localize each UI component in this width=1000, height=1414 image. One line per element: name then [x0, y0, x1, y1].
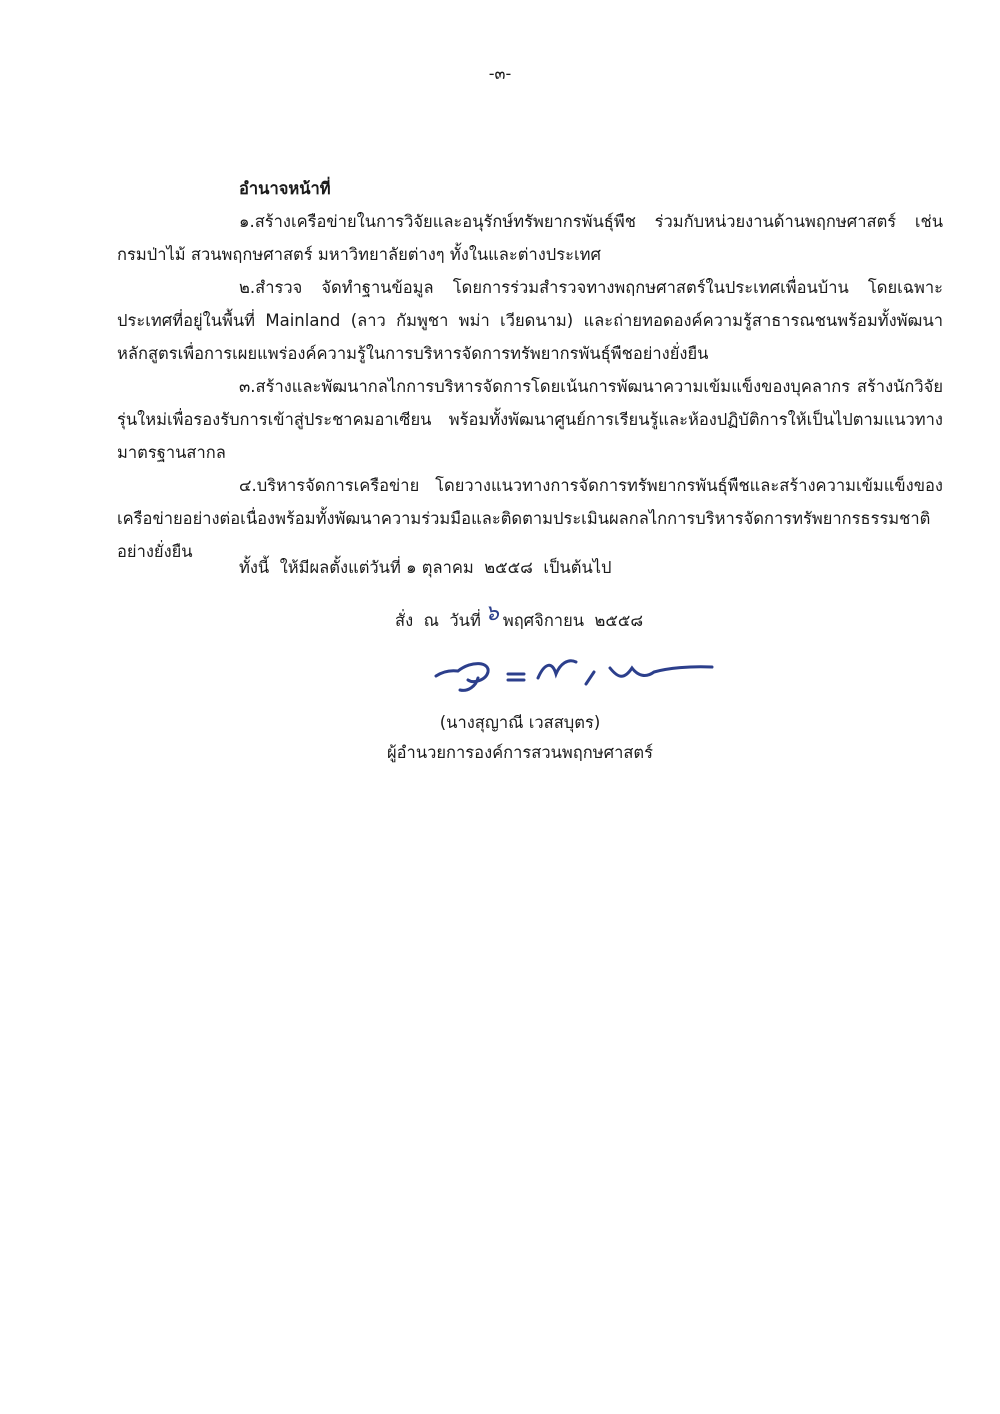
duty-item-1: ๑.สร้างเครือข่ายในการวิจัยและอนุรักษ์ทรัพยากรพันธุ์พืช ร่วมกับหน่วยงานด้านพฤกษศาสตร์ เช่น กรมป่าไม้ สวนพฤกษศาสตร์ มหาวิทยาลัยต่างๆ ทั้งในและต่างประเทศ: [117, 212, 943, 264]
duties-section: [117, 172, 943, 568]
effective-date-statement: ทั้งนี้ ให้มีผลตั้งแต่วันที่ ๑ ตุลาคม ๒๕๕๘ เป็นต้นไป: [239, 558, 612, 577]
order-date-prefix: สั่ง ณ วันที่: [395, 611, 481, 630]
duty-item-3: ๓.สร้างและพัฒนากลไกการบริหารจัดการโดยเน้นการพัฒนาความเข้มแข็งของบุคลากร สร้างนักวิจัยรุ่นใหม่เพื่อรองรับการเข้าสู่ประชาคมอาเซียน พร้อมทั้งพัฒนาศูนย์การเรียนรู้และห้องปฏิบัติการให้เป็นไปตามแนวทางมาตรฐานสากล: [117, 377, 943, 462]
signer-position: ผู้อำนวยการองค์การสวนพฤกษศาสตร์: [386, 743, 654, 762]
duty-item-4: ๔.บริหารจัดการเครือข่าย โดยวางแนวทางการจัดการทรัพยากรพันธุ์พืชและสร้างความเข้มแข็งของเครือข่ายอย่างต่อเนื่องพร้อมทั้งพัฒนาความร่วมมือและติดตามประเมินผลกลไกการบริหารจัดการทรัพยากรธรรมชาติอย่างยั่งยืน: [117, 476, 943, 561]
order-date-line: [395, 603, 643, 637]
page-number: -๓-: [488, 64, 512, 83]
order-month-year: พฤศจิกายน ๒๕๕๘: [502, 611, 644, 630]
order-day-handwritten: ๖: [484, 601, 499, 626]
duty-item-2: ๒.สำรวจ จัดทำฐานข้อมูล โดยการร่วมสำรวจทางพฤกษศาสตร์ในประเทศเพื่อนบ้าน โดยเฉพาะประเทศที่อยู่ในพื้นที่ Mainland (ลาว กัมพูชา พม่า เวียดนาม) และถ่ายทอดองค์ความรู้สาธารณชนพร้อมทั้งพัฒนาหลักสูตรเพื่อการเผยแพร่องค์ความรู้ในการบริหารจัดการทรัพยากรพันธุ์พืชอย่างยั่งยืน: [117, 278, 943, 363]
section-heading: อำนาจหน้าที่: [239, 179, 331, 198]
signer-name: (นางสุญาณี เวสสบุตร): [439, 713, 601, 732]
handwritten-signature: [428, 650, 718, 700]
